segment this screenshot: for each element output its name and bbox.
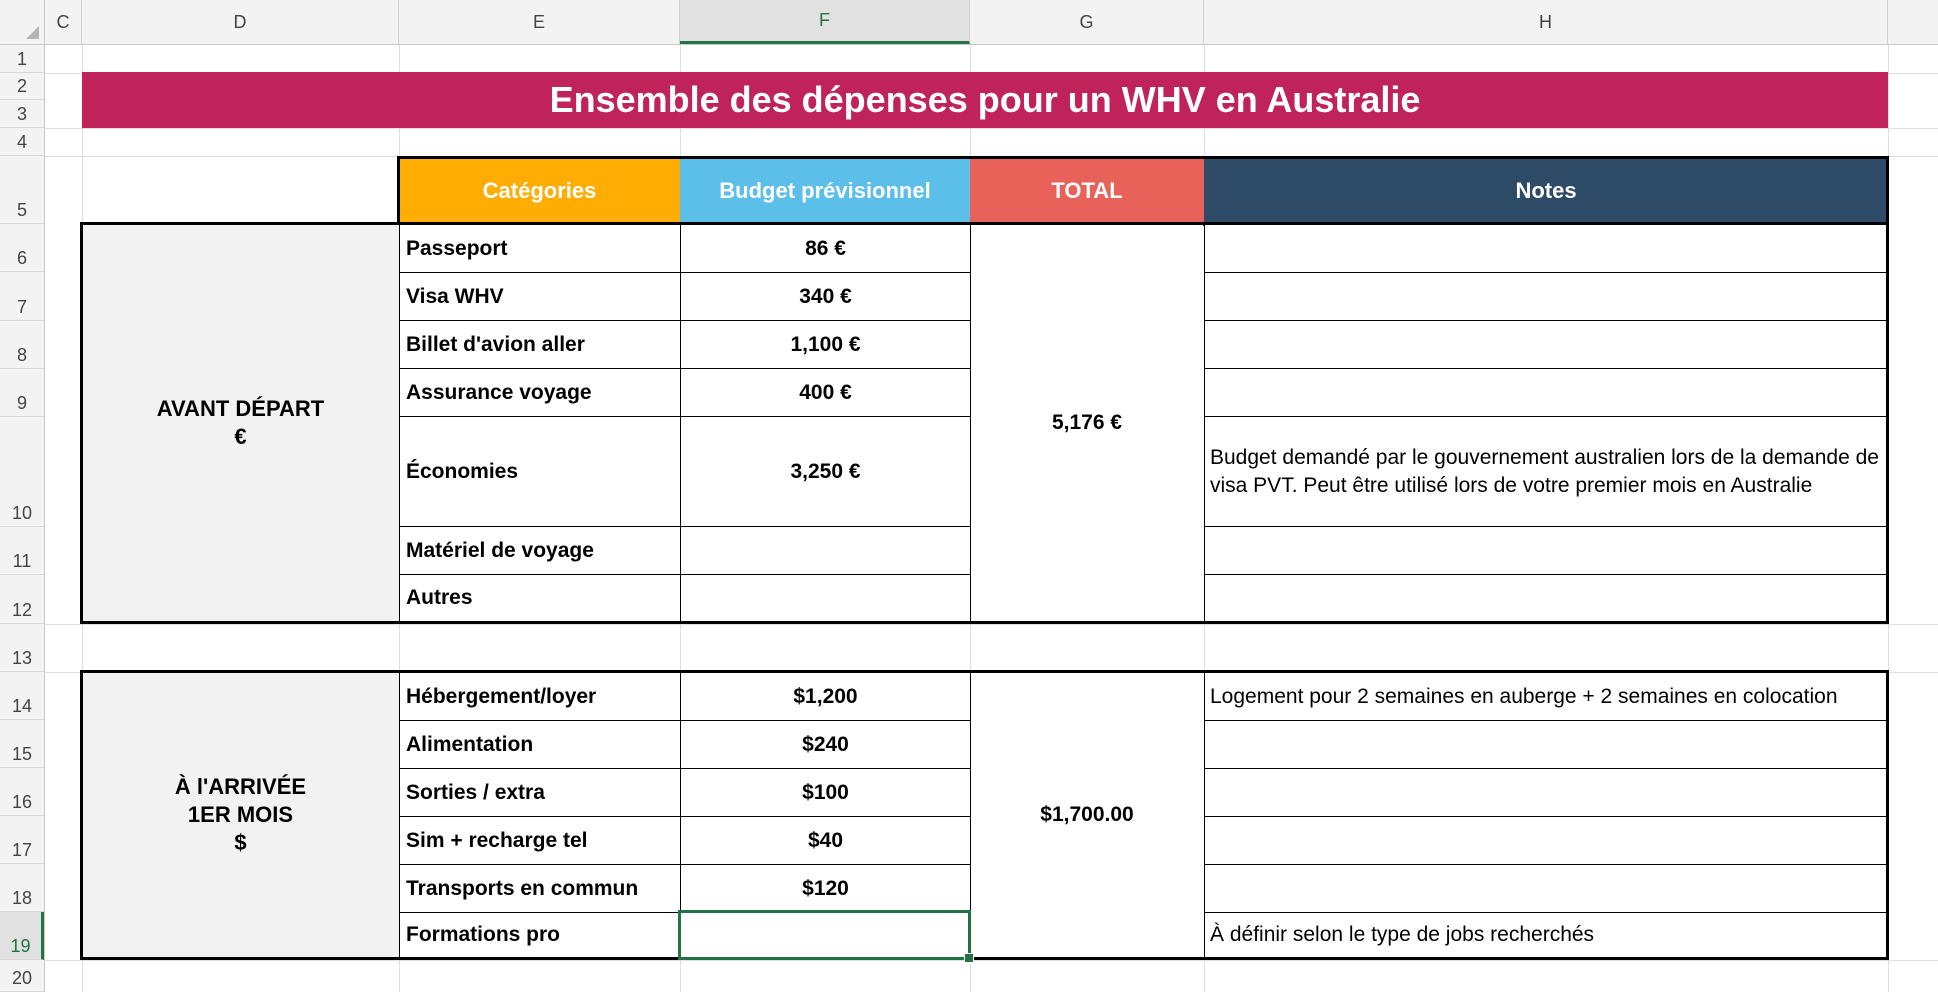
section-arrivee[interactable]	[82, 672, 399, 958]
category-cell[interactable]: Visa WHV	[399, 272, 681, 321]
gridline	[45, 960, 1938, 961]
note-cell[interactable]	[1204, 816, 1888, 865]
category-cell[interactable]: Billet d'avion aller	[399, 320, 681, 369]
section-label: AVANT DÉPART	[156, 396, 325, 421]
category-cell[interactable]: Passeport	[399, 224, 681, 273]
sheet-title[interactable]: Ensemble des dépenses pour un WHV en Australie	[82, 72, 1888, 128]
budget-cell[interactable]: $1,200	[680, 672, 971, 721]
section-avant-depart[interactable]	[82, 224, 399, 622]
budget-cell[interactable]: 1,100 €	[680, 320, 971, 369]
budget-cell[interactable]	[680, 526, 971, 575]
row-header[interactable]: 10	[0, 417, 44, 527]
row-header[interactable]: 17	[0, 816, 44, 864]
category-cell[interactable]: Formations pro	[399, 912, 681, 958]
fill-handle[interactable]	[964, 953, 974, 963]
section-currency: €	[234, 424, 247, 449]
select-all-triangle-icon	[26, 26, 39, 39]
category-cell[interactable]: Sim + recharge tel	[399, 816, 681, 865]
section-label: À l'ARRIVÉE	[174, 774, 307, 799]
total-arrivee[interactable]: $1,700.00	[971, 673, 1203, 957]
row-header[interactable]: 3	[0, 100, 44, 128]
row-headers	[0, 45, 45, 992]
budget-cell[interactable]: $120	[680, 864, 971, 913]
category-cell[interactable]: Sorties / extra	[399, 768, 681, 817]
row-header[interactable]: 4	[0, 128, 44, 156]
note-cell[interactable]	[1204, 864, 1888, 913]
note-cell[interactable]	[1204, 320, 1888, 369]
row-header[interactable]: 20	[0, 960, 44, 992]
select-all-button[interactable]	[0, 0, 45, 45]
active-cell-selection[interactable]	[678, 910, 971, 960]
note-cell[interactable]	[1204, 272, 1888, 321]
row-header[interactable]: 5	[0, 156, 44, 224]
row-header[interactable]: 11	[0, 527, 44, 575]
section-sublabel: 1ER MOIS	[187, 802, 294, 827]
budget-cell[interactable]: 340 €	[680, 272, 971, 321]
section-currency: $	[234, 830, 247, 855]
total-avant-depart[interactable]: 5,176 €	[971, 225, 1203, 621]
row-header[interactable]: 9	[0, 369, 44, 417]
header-categories[interactable]: Catégories	[399, 158, 680, 224]
category-cell[interactable]: Économies	[399, 416, 681, 527]
column-header-c[interactable]: C	[45, 0, 82, 44]
note-cell[interactable]	[1204, 224, 1888, 273]
category-cell[interactable]: Matériel de voyage	[399, 526, 681, 575]
row-header[interactable]: 15	[0, 720, 44, 768]
budget-cell[interactable]: $240	[680, 720, 971, 769]
budget-cell[interactable]: 400 €	[680, 368, 971, 417]
row-header[interactable]: 14	[0, 672, 44, 720]
header-notes[interactable]: Notes	[1204, 158, 1888, 224]
row-header[interactable]: 1	[0, 45, 44, 73]
row-header[interactable]: 13	[0, 624, 44, 672]
note-cell[interactable]: Logement pour 2 semaines en auberge + 2 semaines en colocation	[1204, 672, 1888, 721]
gridline	[45, 156, 1938, 157]
row-header[interactable]: 2	[0, 73, 44, 100]
column-header-e[interactable]: E	[399, 0, 680, 44]
column-header-g[interactable]: G	[970, 0, 1204, 44]
note-cell[interactable]	[1204, 368, 1888, 417]
category-cell[interactable]: Autres	[399, 574, 681, 622]
gridline	[1888, 45, 1889, 992]
category-cell[interactable]: Hébergement/loyer	[399, 672, 681, 721]
note-cell[interactable]	[1204, 768, 1888, 817]
note-cell[interactable]	[1204, 526, 1888, 575]
budget-cell[interactable]	[680, 574, 971, 622]
column-header-h[interactable]: H	[1204, 0, 1888, 44]
gridline	[45, 624, 1938, 625]
row-header[interactable]: 19	[0, 912, 44, 960]
gridline	[45, 128, 1938, 129]
column-header-d[interactable]: D	[82, 0, 399, 44]
budget-cell[interactable]: $100	[680, 768, 971, 817]
budget-cell[interactable]: 86 €	[680, 224, 971, 273]
row-header[interactable]: 12	[0, 575, 44, 624]
category-cell[interactable]: Transports en commun	[399, 864, 681, 913]
row-header[interactable]: 16	[0, 768, 44, 816]
note-cell[interactable]: À définir selon le type de jobs recherchés	[1204, 912, 1888, 958]
category-cell[interactable]: Alimentation	[399, 720, 681, 769]
row-header[interactable]: 8	[0, 321, 44, 369]
budget-cell[interactable]: $40	[680, 816, 971, 865]
header-budget[interactable]: Budget prévisionnel	[680, 158, 970, 224]
note-cell[interactable]	[1204, 574, 1888, 622]
row-header[interactable]: 6	[0, 224, 44, 272]
note-cell[interactable]	[1204, 720, 1888, 769]
row-header[interactable]: 18	[0, 864, 44, 912]
budget-cell[interactable]: 3,250 €	[680, 416, 971, 527]
column-headers	[45, 0, 1938, 45]
row-header[interactable]: 7	[0, 272, 44, 321]
header-total[interactable]: TOTAL	[970, 158, 1204, 224]
note-cell[interactable]: Budget demandé par le gouvernement australien lors de la demande de visa PVT. Peut être utilisé lors de votre premier mois en Australie	[1204, 416, 1888, 527]
column-header-f[interactable]: F	[680, 0, 970, 44]
category-cell[interactable]: Assurance voyage	[399, 368, 681, 417]
